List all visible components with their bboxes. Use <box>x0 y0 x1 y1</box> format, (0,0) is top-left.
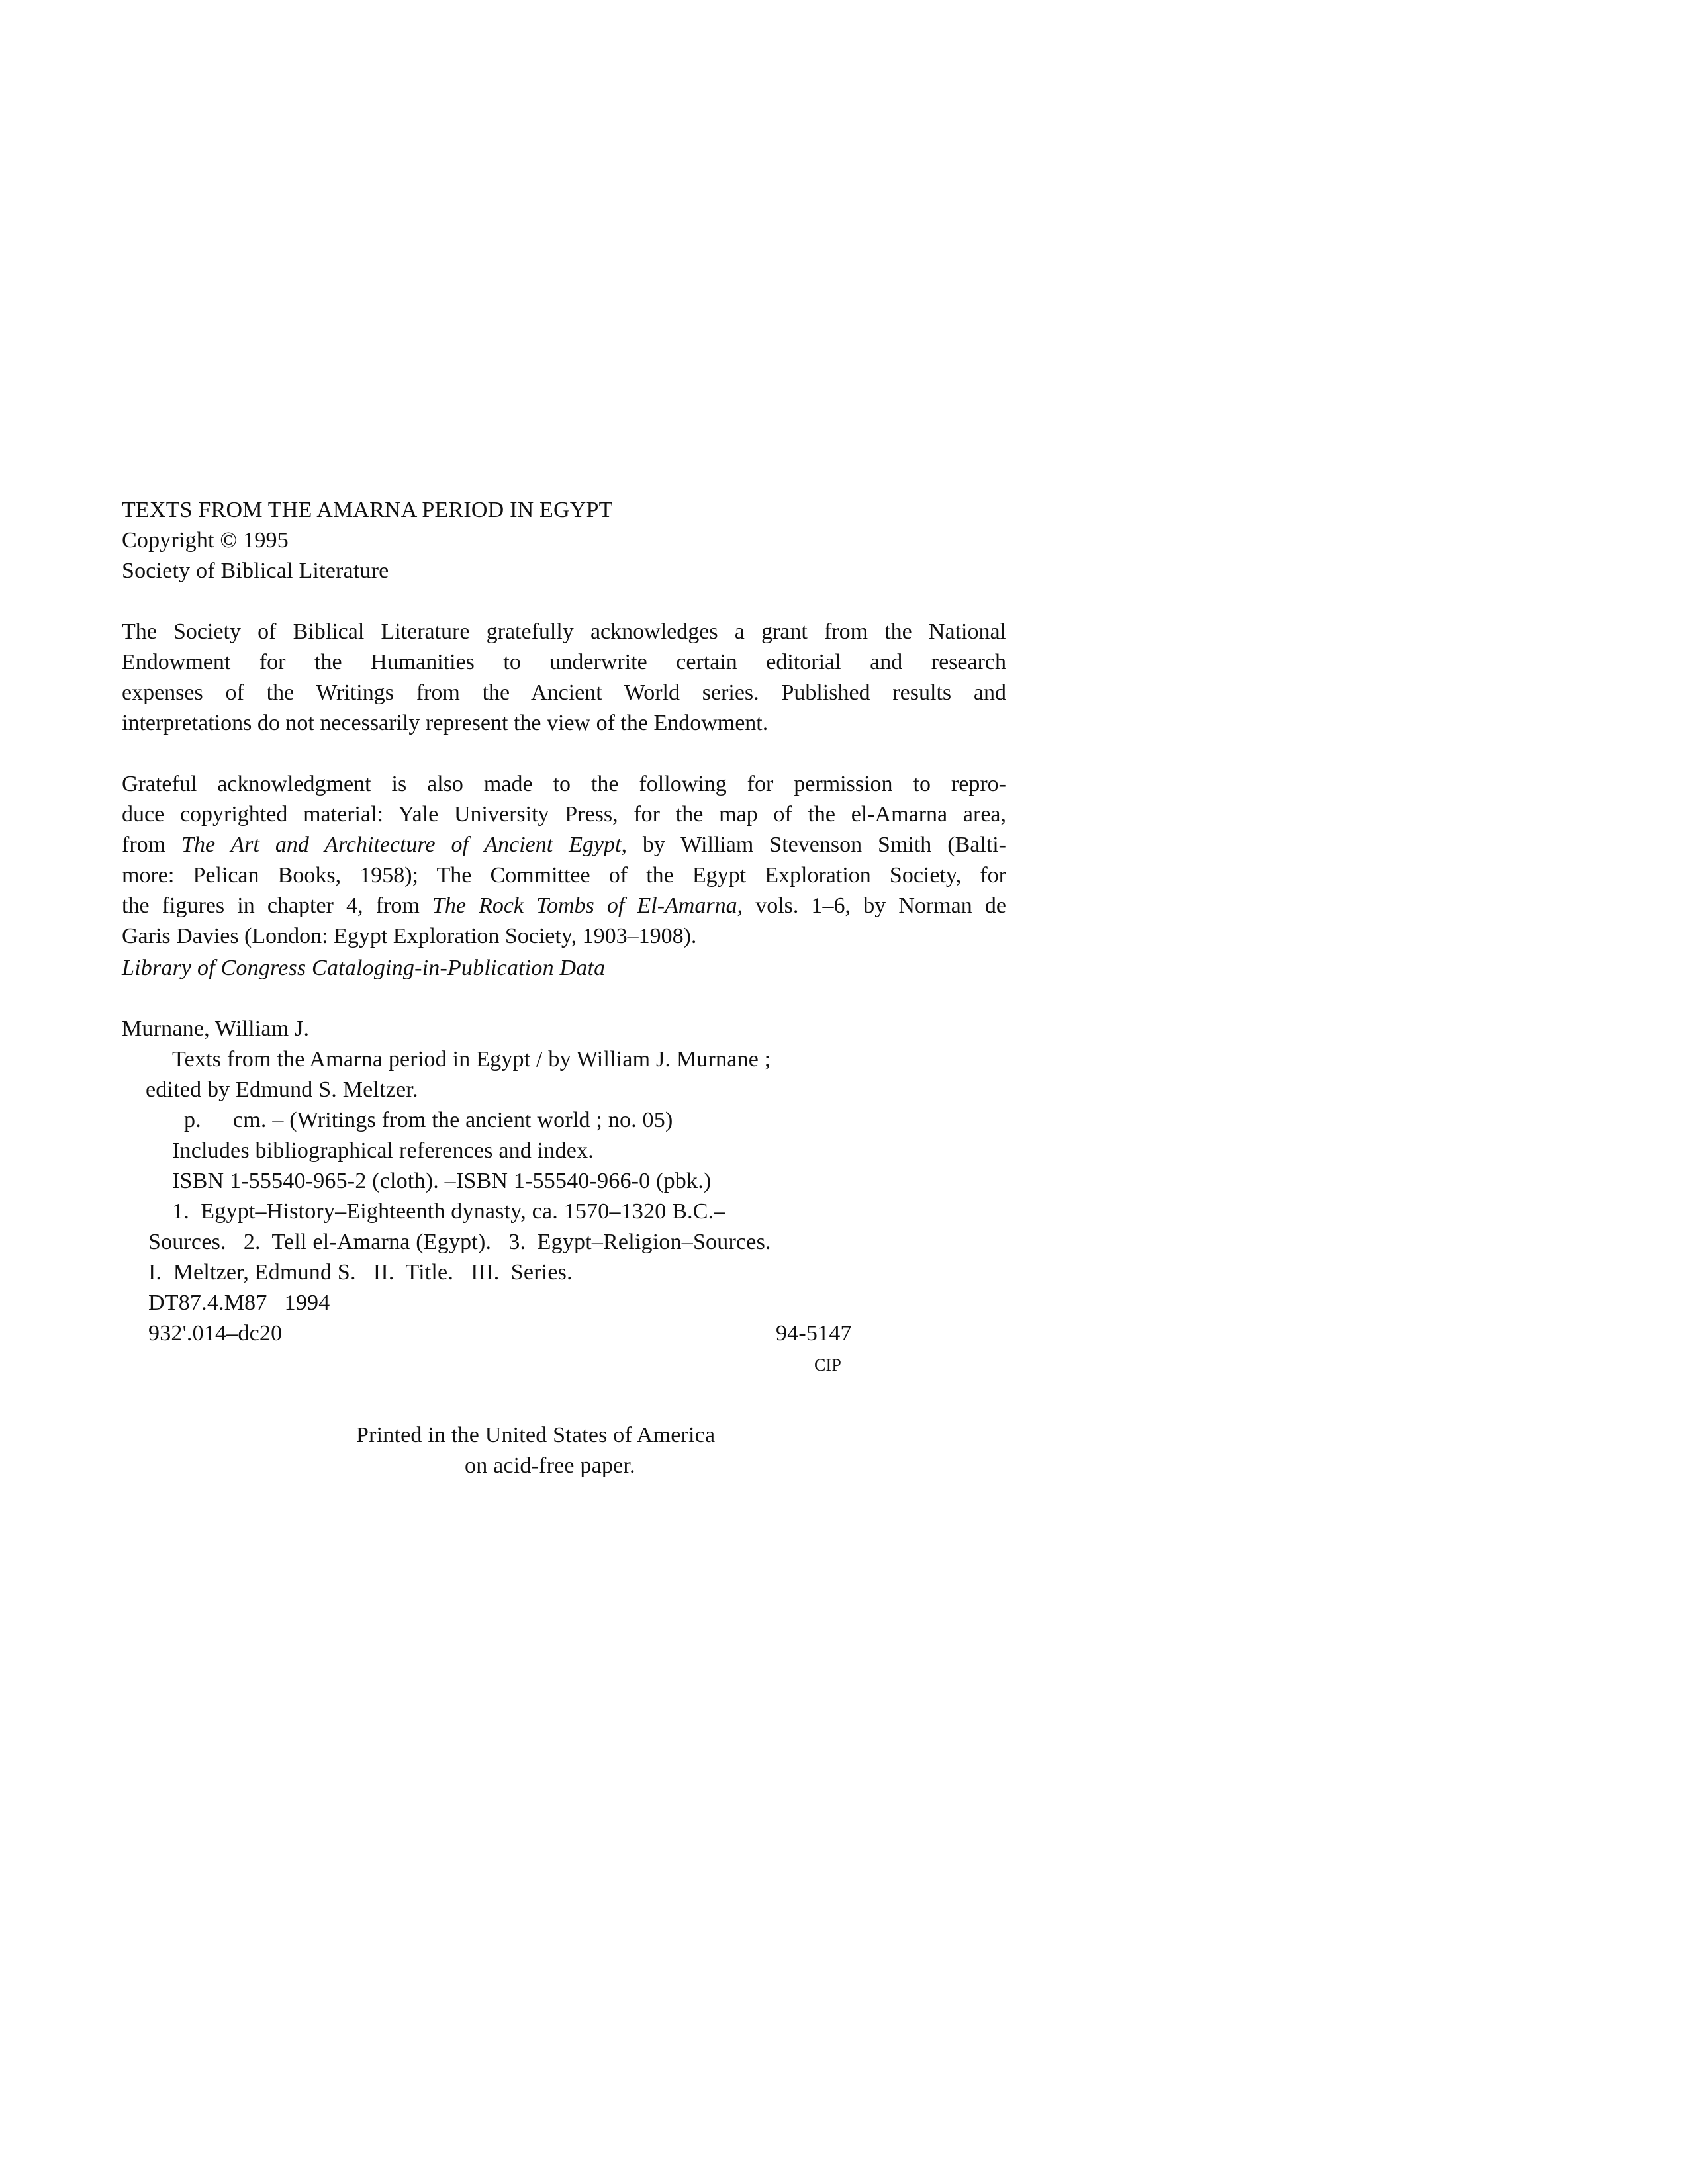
permissions-line <box>122 891 1006 921</box>
grant-line: interpretations do not necessarily represent the view of the Endowment. <box>122 711 769 735</box>
cip-title-line: Texts from the Amarna period in Egypt / by William J. Murnane ; <box>172 1047 771 1071</box>
copyright-line: Copyright © 1995 <box>122 528 289 553</box>
grant-line: The Society of Biblical Literature gratefully acknowledges a grant from the National <box>122 619 1006 644</box>
cip-lc-class: DT87.4.M87 1994 <box>148 1291 330 1315</box>
cited-work-title: The Rock Tombs of El-Amarna, <box>432 893 743 918</box>
printing-line: Printed in the United States of America <box>356 1423 716 1447</box>
permissions-line: Grateful acknowledgment is also made to the following for permission to repro- <box>122 772 1006 796</box>
cip-isbn: ISBN 1-55540-965-2 (cloth). –ISBN 1-55540-966-0 (pbk.) <box>172 1169 712 1193</box>
cip-lccn: 94-5147 <box>776 1321 852 1345</box>
cip-dewey: 932'.014–dc20 <box>148 1321 283 1345</box>
grant-line: expenses of the Writings from the Ancient World series. Published results and <box>122 680 1006 705</box>
permissions-text: by William Stevenson Smith (Balti- <box>626 833 1006 857</box>
book-title: TEXTS FROM THE AMARNA PERIOD IN EGYPT <box>122 498 613 522</box>
cip-subject-line: I. Meltzer, Edmund S. II. Title. III. Series. <box>148 1260 573 1285</box>
permissions-text: the figures in chapter 4, from <box>122 893 432 918</box>
permissions-line: duce copyrighted material: Yale University Press, for the map of the el-Amarna area, <box>122 802 1006 827</box>
cip-heading: Library of Congress Cataloging-in-Publication Data <box>122 956 606 980</box>
grant-line: Endowment for the Humanities to underwrite certain editorial and research <box>122 650 1006 674</box>
permissions-paragraph <box>122 769 1006 952</box>
cip-physical: cm. – (Writings from the ancient world ; no. 05) <box>233 1108 673 1132</box>
cip-mark: CIP <box>814 1355 842 1375</box>
cip-subject-line: Sources. 2. Tell el-Amarna (Egypt). 3. Egypt–Religion–Sources. <box>148 1230 771 1254</box>
cited-work-title: The Art and Architecture of Ancient Egypt, <box>181 833 627 857</box>
permissions-line: Garis Davies (London: Egypt Exploration Society, 1903–1908). <box>122 924 697 948</box>
permissions-text: vols. 1–6, by Norman de <box>743 893 1006 918</box>
permissions-line <box>122 830 1006 860</box>
permissions-text: from <box>122 833 182 857</box>
printing-line: on acid-free paper. <box>465 1453 635 1478</box>
cip-author: Murnane, William J. <box>122 1017 310 1041</box>
cip-subject-line: 1. Egypt–History–Eighteenth dynasty, ca. 1570–1320 B.C.– <box>172 1199 725 1224</box>
grant-paragraph <box>122 617 1006 739</box>
cip-physical-p: p. <box>184 1108 201 1132</box>
publisher-line: Society of Biblical Literature <box>122 559 389 583</box>
permissions-line: more: Pelican Books, 1958); The Committee of the Egypt Exploration Society, for <box>122 863 1006 887</box>
cip-title-line: edited by Edmund S. Meltzer. <box>146 1077 418 1102</box>
cip-notes: Includes bibliographical references and index. <box>172 1138 594 1163</box>
